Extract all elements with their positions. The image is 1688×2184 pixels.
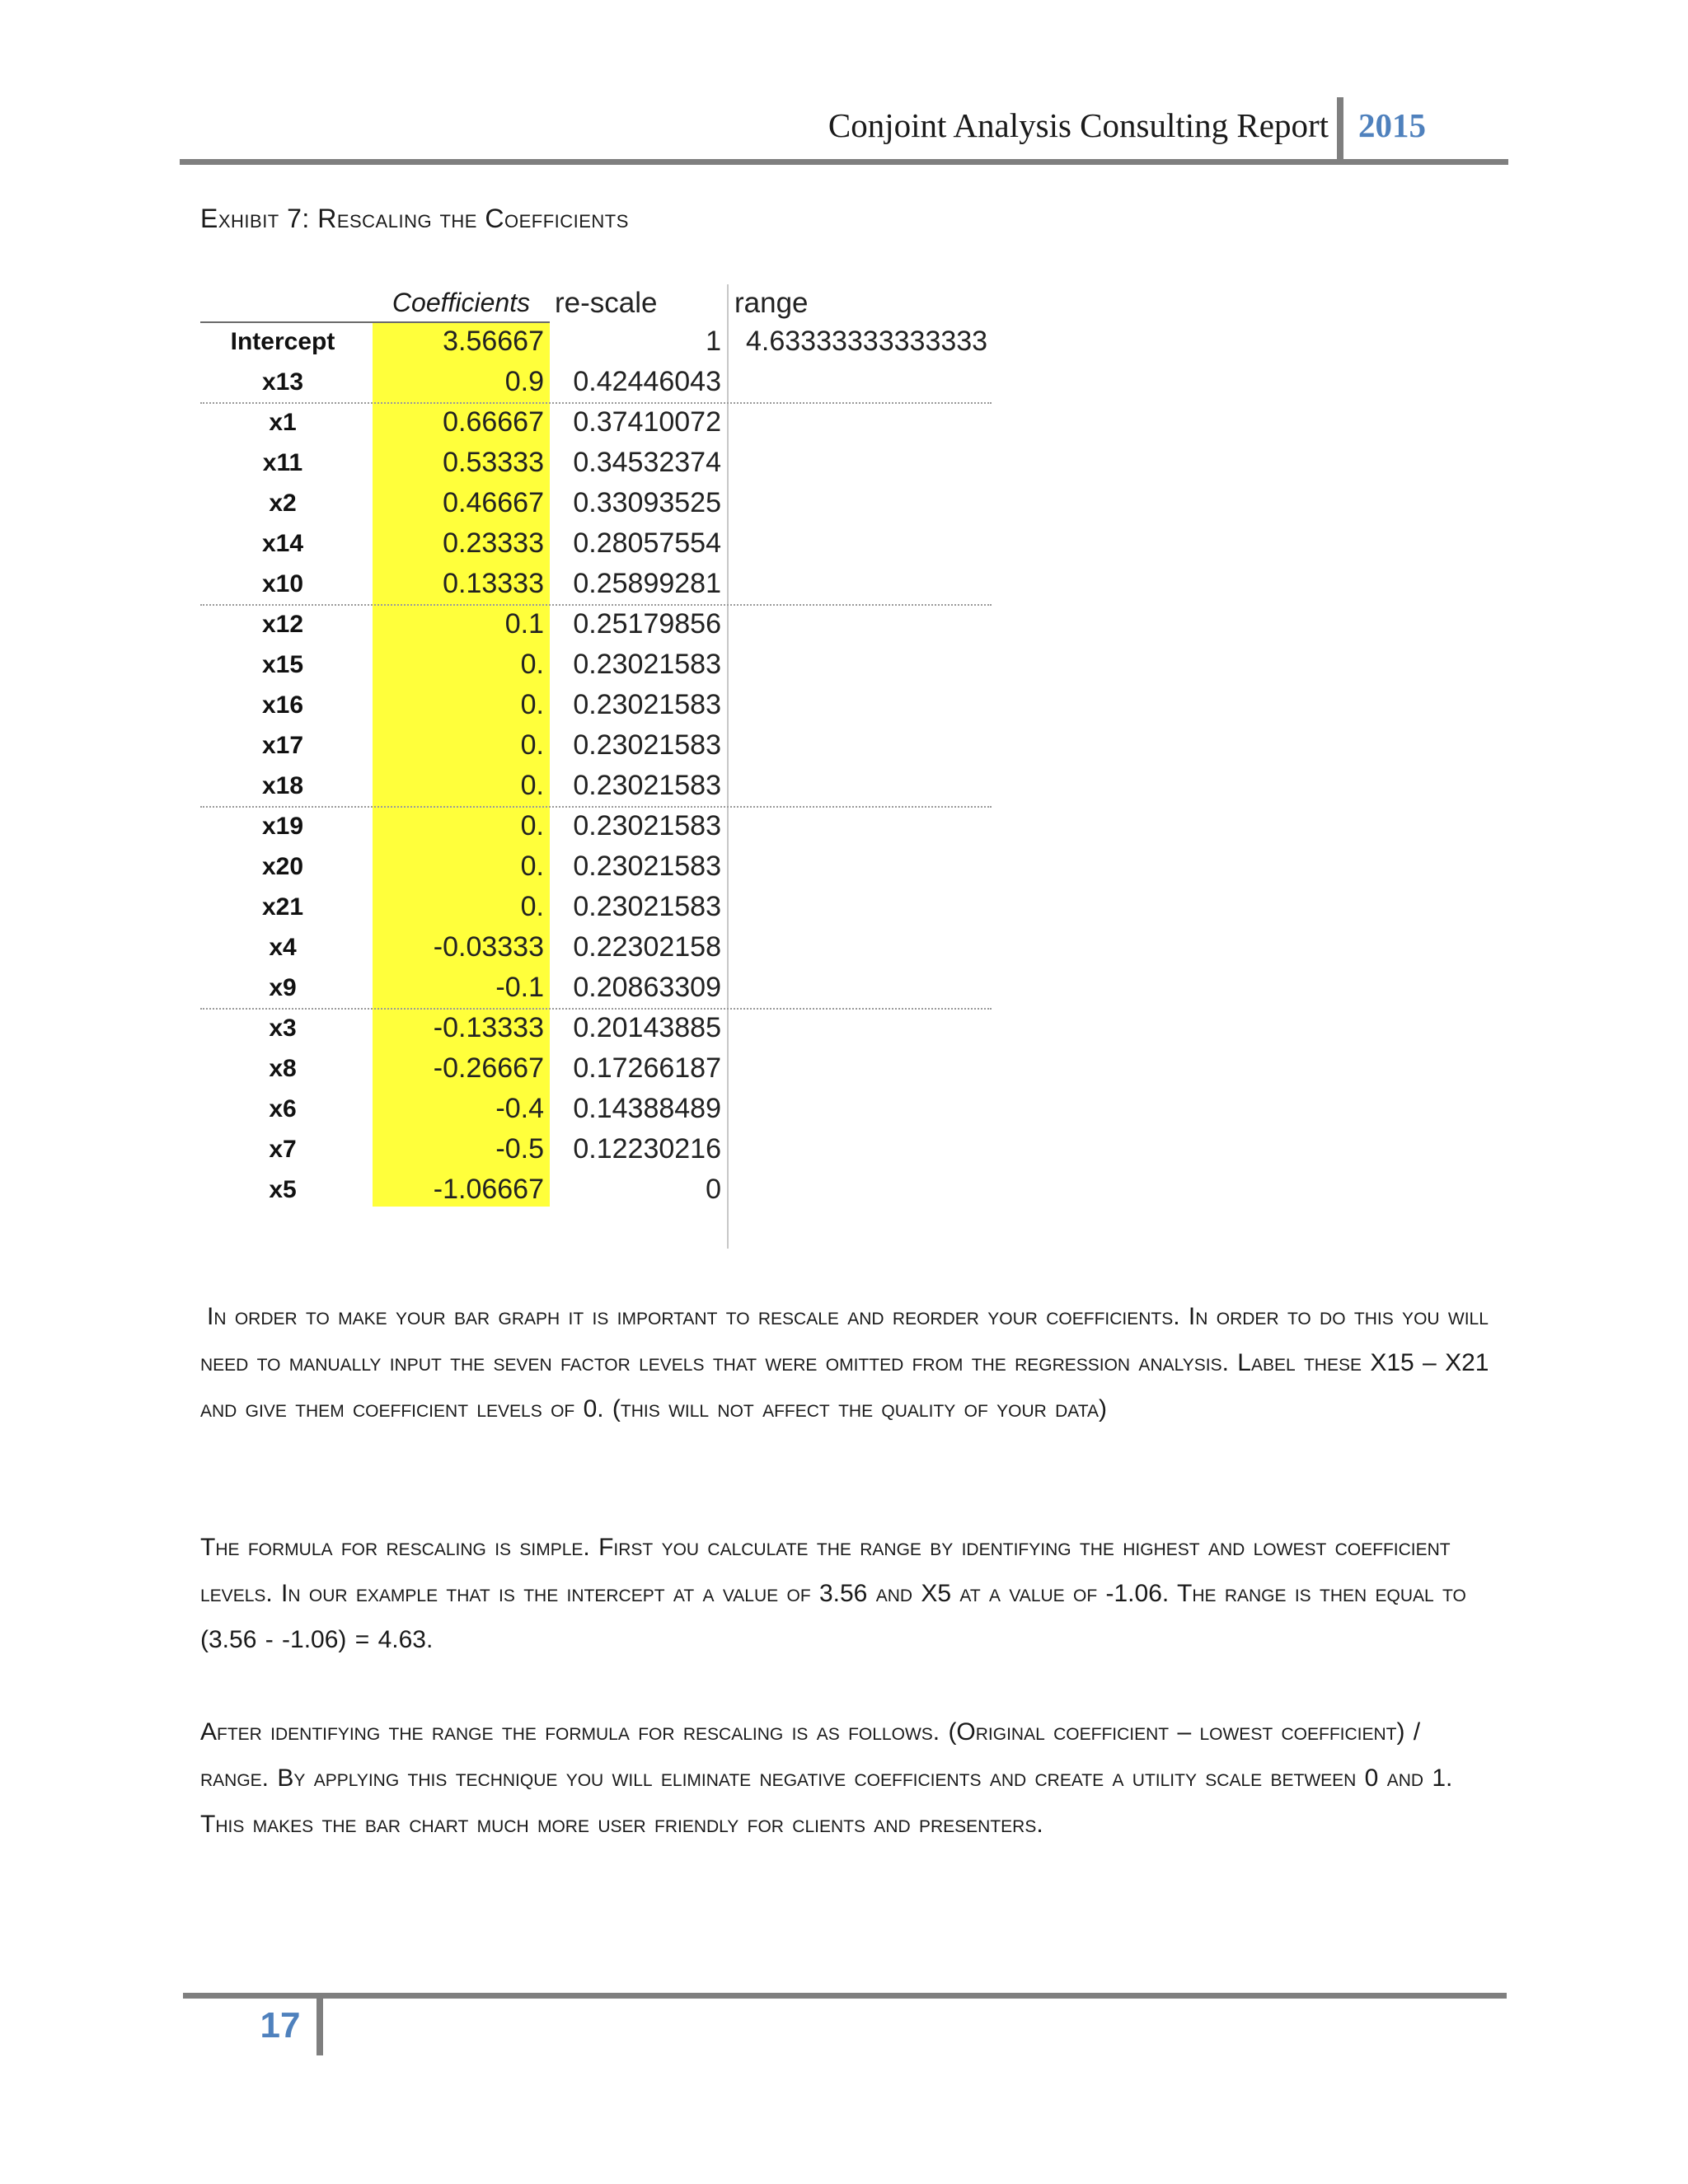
rescale-value: 0 [706,1174,721,1205]
row-label: x4 [269,934,297,961]
coefficient-value: 0. [520,851,544,882]
rescale-value: 0.42446043 [573,366,721,397]
table-row [200,1129,992,1169]
table-row [200,725,992,766]
coefficient-value: -1.06667 [433,1174,544,1205]
row-label: x11 [262,449,303,476]
coefficient-value: 0.53333 [443,447,544,478]
table-row [200,523,992,564]
table-row [200,604,992,644]
table-row [200,968,992,1008]
report-title: Conjoint Analysis Consulting Report [828,106,1329,144]
rescale-value: 0.23021583 [573,851,721,882]
rescale-value: 0.23021583 [573,729,721,761]
table-row [200,887,992,927]
column-header-range: range [734,287,809,319]
table-row [200,685,992,725]
page-number: 17 [260,2005,301,2046]
row-label: x13 [261,368,304,396]
table-row [200,1169,992,1210]
table-row [200,321,992,362]
rescale-value: 0.23021583 [573,770,721,801]
row-label: x8 [269,1055,297,1082]
row-label: x9 [269,974,297,1001]
row-label: x6 [269,1095,297,1122]
coefficient-value: 3.56667 [443,326,544,357]
coefficient-value: 0. [520,891,544,922]
coefficient-value: 0. [520,810,544,841]
table-row [200,1089,992,1129]
table-row [200,483,992,523]
row-label: x21 [261,893,304,921]
rescale-value: 0.23021583 [573,891,721,922]
footer-divider [316,1993,323,2055]
rescale-value: 0.23021583 [573,649,721,680]
coefficient-value: -0.4 [495,1093,544,1124]
rescale-value: 0.23021583 [573,810,721,841]
table-row [200,1008,992,1048]
table-row [200,443,992,483]
header-rule [180,159,1508,165]
table-row [200,766,992,806]
table-row [200,644,992,685]
column-header-coefficients: Coefficients [373,284,550,323]
row-label: x19 [261,813,304,840]
rescale-value: 1 [706,326,721,357]
rescale-value: 0.12230216 [573,1133,721,1165]
paragraph-rescaling: After identifying the range the formula for rescaling is as follows. (Original coefficient – lowest coefficient) / range. By applying this technique you will eliminate negative coefficients and create a utility scale between 0 and 1. This makes the bar chart much more user friendly for clients and presenters. [200,1718,1453,1838]
coefficient-value: 0.1 [504,608,544,640]
coefficient-value: 0. [520,770,544,801]
rescale-value: 0.28057554 [573,527,721,559]
table-row [200,362,992,402]
rescale-value: 0.25179856 [573,608,721,640]
row-label: x14 [261,530,304,557]
coefficient-value: 0.9 [504,366,544,397]
rescale-value: 0.22302158 [573,931,721,963]
coefficient-value: 0. [520,649,544,680]
coefficient-value: -0.5 [495,1133,544,1165]
row-label: x16 [261,691,304,719]
footer-rule [183,1993,1507,1999]
rescale-value: 0.17266187 [573,1052,721,1084]
table-row [200,1048,992,1089]
table-row [200,927,992,968]
rescale-value: 0.34532374 [573,447,721,478]
rescale-value: 0.25899281 [573,568,721,599]
row-label: x7 [269,1136,297,1163]
coefficient-value: 0.46667 [443,487,544,518]
table-row [200,564,992,604]
rescale-value: 0.14388489 [573,1093,721,1124]
table-row [200,846,992,887]
exhibit-title: Exhibit 7: Rescaling the Coefficients [200,204,629,233]
row-label: x15 [261,651,304,678]
page-header [180,97,1508,165]
rescale-value: 0.20863309 [573,972,721,1003]
row-label: x5 [269,1176,297,1203]
paragraph-reorder: In order to make your bar graph it is important to rescale and reorder your coefficients. In order to do this you will need to manually input the seven factor levels that were omitted from the regression analysis. Label these X15 – X21 and give them coefficient levels of 0. (this will not affect the quality of your data) [200,1303,1489,1422]
row-label: x10 [261,570,304,598]
rescale-value: 0.33093525 [573,487,721,518]
coefficients-table [200,284,992,1249]
row-label: x20 [261,853,304,880]
coefficient-value: 0. [520,729,544,761]
coefficient-value: 0.66667 [443,406,544,438]
header-divider [1337,97,1343,165]
rescale-value: 0.23021583 [573,689,721,720]
report-year: 2015 [1358,106,1426,144]
coefficient-value: -0.13333 [433,1012,544,1043]
table-row [200,402,992,443]
paragraph-formula: The formula for rescaling is simple. First you calculate the range by identifying the highest and lowest coefficient levels. In our example that is the intercept at a value of 3.56 and X5 at a value of -1.06. The range is then equal to (3.56 - -1.06) = 4.63. [200,1534,1466,1653]
coefficient-value: 0.23333 [443,527,544,559]
rescale-value: 0.20143885 [573,1012,721,1043]
row-label: x1 [269,409,297,436]
coefficient-value: -0.26667 [433,1052,544,1084]
rescale-value: 0.37410072 [573,406,721,438]
row-label: x2 [269,490,297,517]
table-row [200,806,992,846]
coefficient-value: -0.03333 [433,931,544,963]
row-label: Intercept [230,328,335,355]
row-label: x18 [261,772,304,799]
range-value: 4.63333333333333 [746,326,988,357]
row-label: x3 [269,1015,297,1042]
row-label: x17 [261,732,304,759]
column-header-rescale: re-scale [555,287,658,319]
coefficient-value: 0. [520,689,544,720]
coefficient-value: -0.1 [495,972,544,1003]
row-label: x12 [261,611,304,638]
coefficient-value: 0.13333 [443,568,544,599]
